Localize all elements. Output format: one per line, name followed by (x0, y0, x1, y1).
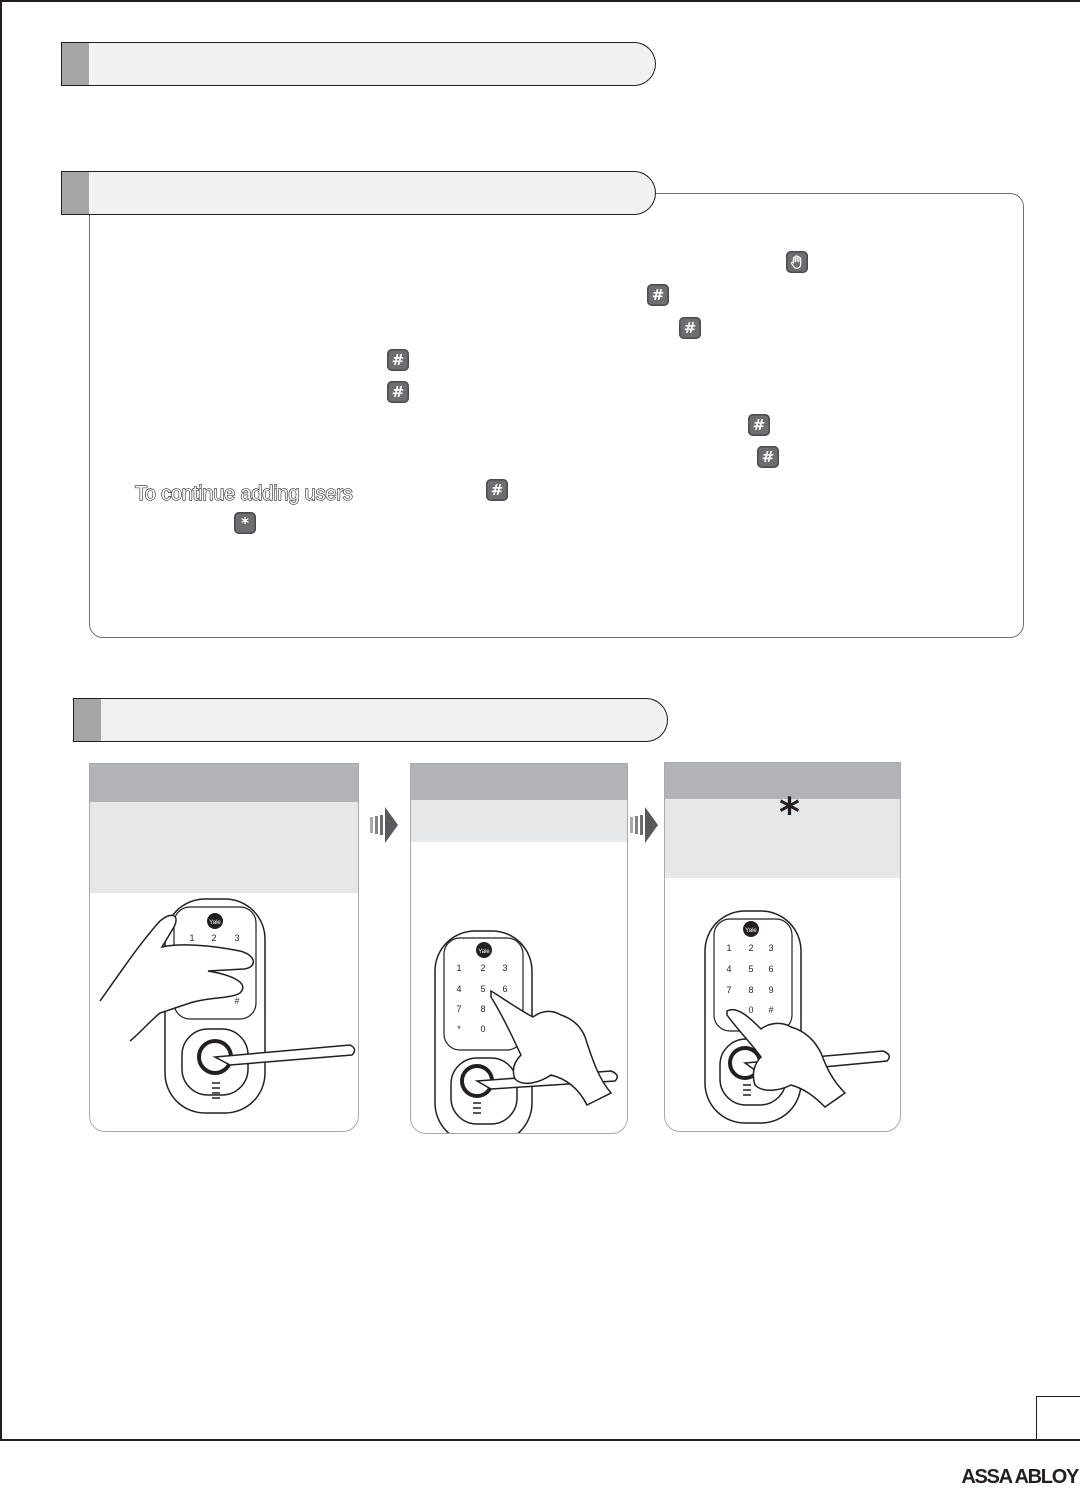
section-marker (73, 698, 102, 742)
svg-text:7: 7 (726, 985, 732, 995)
svg-text:Yale: Yale (209, 920, 221, 926)
hash-key-icon: # (486, 479, 508, 501)
svg-text:5: 5 (480, 984, 486, 994)
svg-text:3: 3 (502, 963, 508, 973)
hand-key-icon (786, 251, 808, 273)
svg-text:#: # (768, 1005, 774, 1015)
panel-body (90, 802, 358, 893)
lock-touch-illustration (90, 893, 357, 1131)
section-header-2 (61, 171, 657, 215)
svg-text:3: 3 (234, 933, 240, 943)
svg-text:2: 2 (480, 963, 486, 973)
svg-text:0: 0 (748, 1005, 754, 1015)
section-marker (61, 171, 90, 215)
svg-text:7: 7 (456, 1004, 462, 1014)
svg-text:2: 2 (748, 943, 754, 953)
next-step-arrow-icon (630, 803, 660, 847)
panel-title (411, 764, 627, 800)
panel-title (90, 764, 358, 802)
svg-text:8: 8 (748, 985, 754, 995)
hash-key-icon: # (748, 414, 770, 436)
svg-text:#: # (234, 996, 240, 1006)
section-header-3 (73, 698, 669, 742)
lock-press-star-illustration (665, 893, 899, 1131)
brand-logo: ASSA ABLOY (961, 1466, 1078, 1488)
star-key-glyph: * (779, 790, 800, 836)
svg-text:6: 6 (502, 984, 508, 994)
hash-key-icon: # (679, 317, 701, 339)
instruction-panel-2 (410, 763, 628, 1134)
svg-text:5: 5 (748, 964, 754, 974)
svg-text:0: 0 (480, 1024, 486, 1034)
panel-body (411, 800, 627, 842)
next-step-arrow-icon (370, 803, 400, 847)
section-marker (61, 42, 90, 86)
section-title-bar (101, 698, 668, 742)
page-number-box (1036, 1396, 1080, 1441)
svg-text:1: 1 (726, 943, 732, 953)
instruction-panel-1 (89, 763, 359, 1132)
svg-text:1: 1 (456, 963, 462, 973)
hash-key-icon: # (757, 446, 779, 468)
svg-text:1: 1 (189, 933, 195, 943)
svg-text:Yale: Yale (478, 949, 490, 955)
section-header-1 (61, 42, 657, 86)
steps-box (89, 193, 1024, 638)
svg-text:4: 4 (726, 964, 732, 974)
section-title-bar (89, 42, 656, 86)
svg-text:4: 4 (456, 984, 462, 994)
svg-text:9: 9 (768, 985, 774, 995)
svg-text:2: 2 (211, 933, 217, 943)
lock-enter-code-illustration (411, 893, 626, 1133)
svg-text:3: 3 (768, 943, 774, 953)
svg-text:6: 6 (768, 964, 774, 974)
svg-text:8: 8 (480, 1004, 486, 1014)
continue-adding-users-label: To continue adding users (135, 483, 353, 505)
svg-text:Yale: Yale (745, 928, 757, 934)
hash-key-icon: # (387, 381, 409, 403)
hash-key-icon: # (387, 349, 409, 371)
section-title-bar (89, 171, 656, 215)
svg-text:*: * (457, 1024, 461, 1034)
star-key-icon: * (234, 512, 256, 534)
hash-key-icon: # (647, 284, 669, 306)
hand-icon (789, 254, 805, 270)
